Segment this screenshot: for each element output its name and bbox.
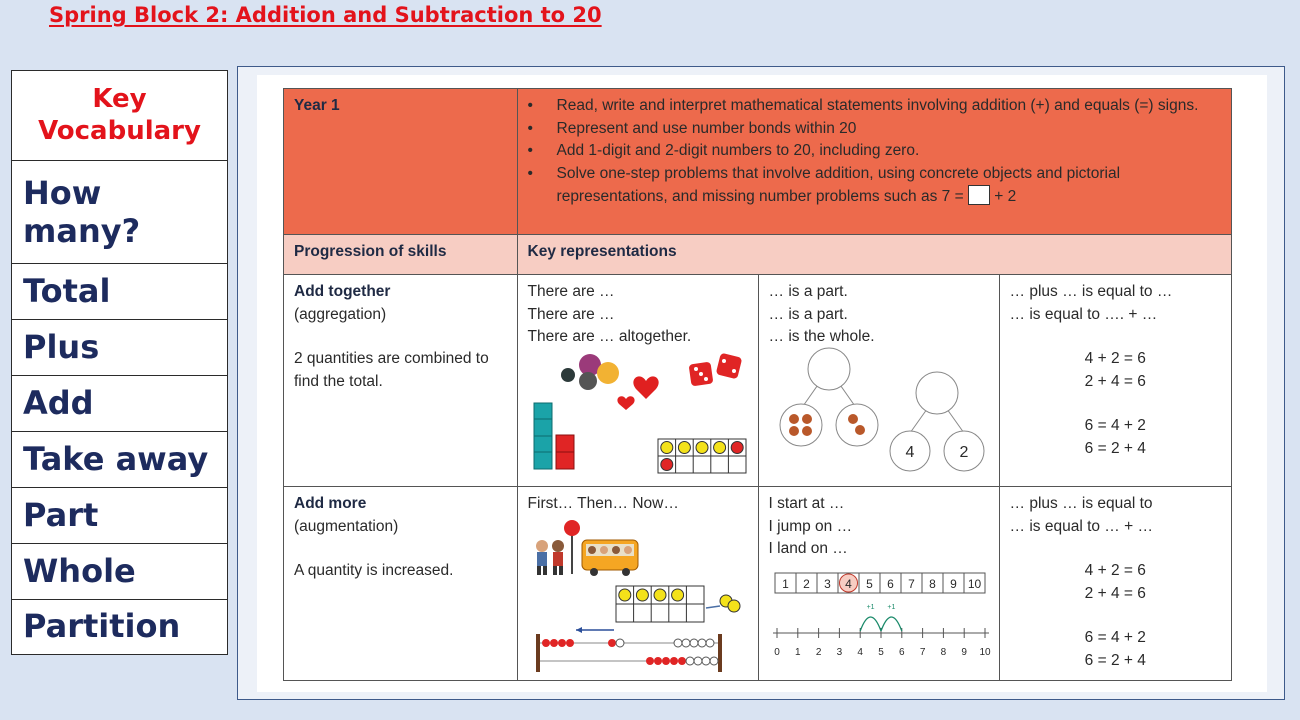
vocab-word-plus: Plus [12,320,227,376]
skill-description: 2 quantities are combined to find the total. [294,350,489,390]
number-line-label: 1 [794,646,801,658]
vocab-word-partition: Partition [23,607,181,646]
number-line-label: 8 [940,646,946,658]
part-value: 2 [959,443,968,461]
rep-equations [999,275,1231,487]
header-representations [517,235,1231,275]
heart-icon [617,396,634,410]
missing-number-box [968,185,990,205]
objective-item [528,163,1223,209]
counting-objects-illustration [528,351,748,473]
year-cell [284,89,518,235]
objective-item: • Add 1-digit and 2-digit numbers to 20, including zero. [528,140,1223,163]
rep-number-line [758,487,999,681]
sentence-stem: There are … [527,305,615,323]
equation: 2 + 4 = 6 [1084,584,1146,602]
number-line-label: 9 [960,646,967,658]
sentence-stem: There are … altogether. [527,328,692,345]
button-icon [579,372,597,390]
year-label: Year 1 [294,97,340,114]
sentence-stem: First… Then… Now… [527,495,679,512]
equation: 6 = 4 + 2 [1084,417,1146,434]
sentence-stem: … is equal to …. + … [1009,305,1158,323]
objective-item: • Read, write and interpret mathematical statements involving addition (+) and equals (=) signs. [528,95,1223,118]
sentence-stem: I start at … [768,495,845,512]
sentence-stem: … plus … is equal to [1009,495,1153,512]
vocab-word-whole: Whole [12,544,227,600]
equation: 6 = 2 + 4 [1084,651,1146,669]
page-title: Spring Block 2: Addition and Subtraction to 20 [49,3,602,27]
number-track-label: 2 [802,576,810,591]
header-representations-label: Key representations [527,243,677,260]
number-track-label: 1 [781,576,789,591]
number-line-label: 5 [877,646,884,658]
skill-add-more [284,487,518,681]
jump-label: +1 [866,603,875,611]
rep-there-are [517,275,758,487]
vocab-word-part: Part [12,488,227,544]
number-line-label: 6 [898,646,905,658]
sentence-stem: … is the whole. [768,328,875,345]
button-icon [561,368,575,382]
rekenrek-icon [536,627,722,672]
curriculum-table [283,88,1232,681]
counter-icon [728,600,740,612]
equation: 6 = 2 + 4 [1084,439,1146,457]
number-line-label: 7 [919,646,925,658]
part-whole-model-counters [780,348,878,446]
objective-text: Solve one-step problems that involve addition, using concrete objects and pictorial representations, and missing number problems such as 7 = [556,164,1121,205]
header-progression-label: Progression of skills [294,243,447,260]
part-whole-model-numbers [890,372,984,471]
number-track-label: 5 [865,576,873,591]
sentence-stem: … is a part. [768,305,848,323]
button-icon [597,362,619,384]
vocabulary-box [11,70,228,655]
number-track-label: 9 [949,576,957,591]
ten-frame-icon [658,439,746,473]
part-value: 4 [905,443,914,461]
equation: 6 = 4 + 2 [1084,629,1146,646]
children-icon [536,540,564,575]
arrow-icon [706,606,720,608]
objective-item: • Represent and use number bonds within 20 [528,118,1223,141]
rep-part-whole [758,275,999,487]
skill-title: Add together [294,283,391,300]
vocab-word-total: Total [12,264,227,320]
skill-title: Add more [294,495,367,512]
number-line-label: 10 [978,646,991,658]
equation: 2 + 4 = 6 [1084,372,1146,390]
number-line-label: 2 [815,646,821,658]
number-track-label: 3 [823,576,831,591]
number-track-label: 7 [907,576,915,591]
rep-equations-2 [999,487,1231,681]
skill-subtitle: (augmentation) [294,517,399,535]
number-track-label: 8 [928,576,936,591]
sentence-stem: I land on … [768,540,848,557]
number-track-label: 10 [967,576,981,591]
number-track-and-line [769,565,989,669]
vocabulary-heading-line2: Vocabulary [38,115,201,146]
number-line-label: 4 [856,646,863,658]
jump-label: +1 [886,603,895,611]
part-whole-models [769,349,989,473]
vocabulary-heading-line1: Key [92,84,147,115]
bus-stop-icon [564,520,580,574]
skill-add-together [284,275,518,487]
equation: 4 + 2 = 6 [1084,350,1146,367]
heart-icon [633,376,658,399]
bus-icon [582,540,638,576]
equation: 4 + 2 = 6 [1084,562,1146,579]
number-line-label: 3 [836,646,842,658]
objective-text-end: + 2 [994,188,1017,205]
sentence-stem: … plus … is equal to … [1009,283,1173,300]
vocab-word-add: Add [12,376,227,432]
objectives-cell [517,89,1231,235]
sentence-stem: … is equal to … + … [1009,517,1153,535]
number-track-label: 6 [886,576,894,591]
jump-arc [860,617,881,631]
skill-subtitle: (aggregation) [294,305,387,323]
rep-first-then-now [517,487,758,681]
skill-description: A quantity is increased. [294,562,454,579]
bus-and-rekenrek-illustration [528,516,748,674]
ten-frame-icon [616,586,704,622]
jump-arc [881,617,902,631]
vocab-word-take-away: Take away [12,432,227,488]
vocab-word-how-many: How many? [12,161,227,264]
dice-icon [715,352,742,379]
sentence-stem: … is a part. [768,283,848,300]
sentence-stem: I jump on … [768,517,853,535]
vocabulary-heading [12,71,227,161]
number-line-label: 0 [773,646,780,658]
header-progression [284,235,518,275]
sentence-stem: There are … [527,283,615,300]
number-track-label: 4 [844,576,852,591]
